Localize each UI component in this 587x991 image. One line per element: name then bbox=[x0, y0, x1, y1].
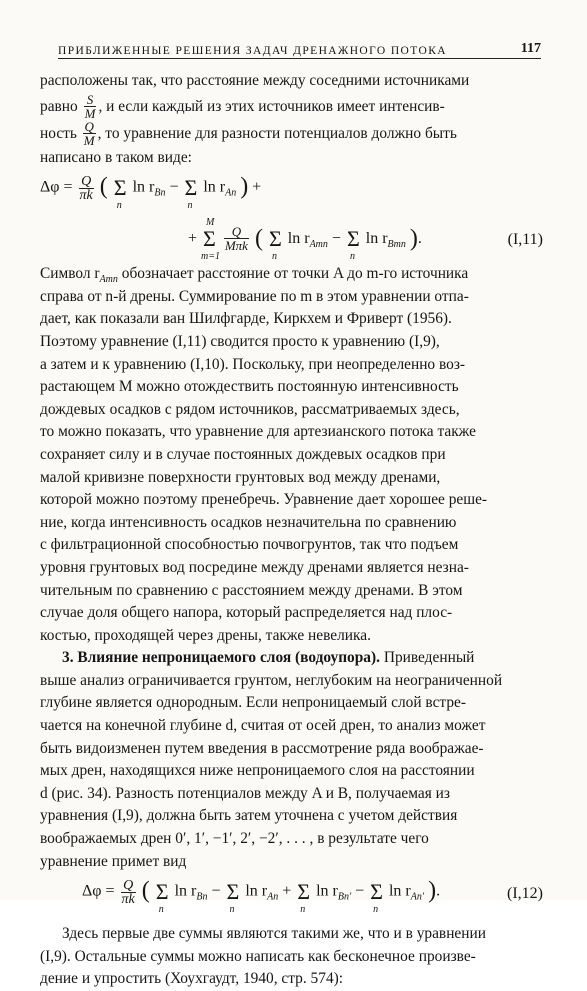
intro-line-4: написано в таком виде: bbox=[40, 148, 192, 166]
page-number: 117 bbox=[520, 41, 541, 56]
running-header bbox=[58, 38, 541, 58]
section-3-impermeable-layer: 3. Влияние непроницаемого слоя (водоупора). Приведенный выше анализ ограничивается грунтом, неглубоким на неограниченной глубине является однородным. Если непроницаемый слой встре- чается на конечной глубине d, считая от осей дрен, то анализ может быть видоизменен путем введения в рассмотрение ряда воображае- мых дрен, находящихся ниже непроницаемого слоя на расстоянии d (рис. 34). Разность потенциалов между A и B, получаемая из уравнения (I,9), должна быть затем уточнена с учетом действия воображаемых дрен 0′, 1′, −1′, 2′, −2′, . . . , в результате чего уравнение примет вид bbox=[40, 649, 503, 870]
intro-line-3: ность $\frac{Q}{M}$ , то уравнение для разности потенциалов должно быть bbox=[40, 118, 457, 148]
running-title: ПРИБЛИЖЕННЫЕ РЕШЕНИЯ ЗАДАЧ ДРЕНАЖНОГО ПОТОКА bbox=[58, 45, 448, 57]
header-rule bbox=[58, 58, 541, 59]
intro-line-2: равно $\frac{S}{M}$ , и если каждый из этих источников имеет интенсив- bbox=[40, 91, 445, 121]
intro-line-1: расположены так, что расстояние между соседними источниками bbox=[40, 72, 470, 89]
equation-12: Δφ = $\frac{Q}{\pi k}$ ( Σ n $\ln r_{Bn} - \Sigma$ n $\ln r_{An} + \Sigma$ n $\ln r_{Bn'} - \Sigma$ n $\ln r_{An'}$ ). (I,12) bbox=[82, 877, 543, 915]
fraction-s-over-m: $\frac{S}{M}$ bbox=[84, 91, 96, 121]
sum-symbol: Σ n bbox=[113, 174, 127, 211]
paragraph-sums: Здесь первые две суммы являются такими же, что и в уравнении (I,9). Остальные суммы можно написать как бесконечное произве- дение и упростить (Хоухгаудт, 1940, стр. 574): bbox=[40, 925, 486, 988]
equation-number-12: (I,12) bbox=[507, 885, 543, 903]
equation-number-11: (I,11) bbox=[507, 231, 543, 249]
paragraph-symbol-ramn: Символ $r_{Amn}$ обозначает расстояние от точки A до m-го источника справа от n-й дрены. Суммирование по m в этом уравнении отпа- дает, как показали ван Шилфгарде, Киркхем и Фриверт (1956). Поэтому уравнение (I,11) сводится просто к уравнению (I,9), а затем и к уравнению (I,10). Поскольку, при неопределенно воз- растающем M можно отождествить постоянную интенсивность дождевых осадков с рядом источников, рассматриваемых здесь, то можно показать, что уравнение для артезианского потока также сохраняет силу и в случае постоянных дождевых осадков при малой кривизне поверхности грунтовых вод между дренами, которой можно поэтому пренебречь. Уравнение дает хорошее реше- ние, когда интенсивность осадков незначительна по сравнению с фильтрационной способностью почвогрунтов, так что подъем уровня грунтовых вод посредине между дренами является незна- чительным по сравнению с расстоянием между дренами. В этом случае доля общего напора, который распределяется над плос- костью, проходящей через дрены, также невелика. bbox=[40, 265, 488, 644]
section-heading: 3. Влияние непроницаемого слоя (водоупора). bbox=[62, 649, 380, 667]
equation-11-line-2: + Σ M m=1 $\frac{Q}{\text{Mπk}}$ ( Σ n $\ln r_{Amn} - \Sigma$ n $\ln r_{Bmn}$ ). (I,11) bbox=[188, 217, 543, 263]
fraction-q-over-m: $\frac{Q}{M}$ bbox=[83, 118, 95, 148]
equation-11-line-1: Δφ = $\frac{Q}{\pi k}$ ( Σ n $\ln r_{Bn} - \Sigma$ n $\ln r_{An}$ ) + bbox=[40, 173, 262, 211]
sum-symbol: Σ M m=1 bbox=[201, 217, 221, 263]
page-body bbox=[40, 70, 545, 991]
sum-symbol: Σ n bbox=[184, 174, 198, 211]
